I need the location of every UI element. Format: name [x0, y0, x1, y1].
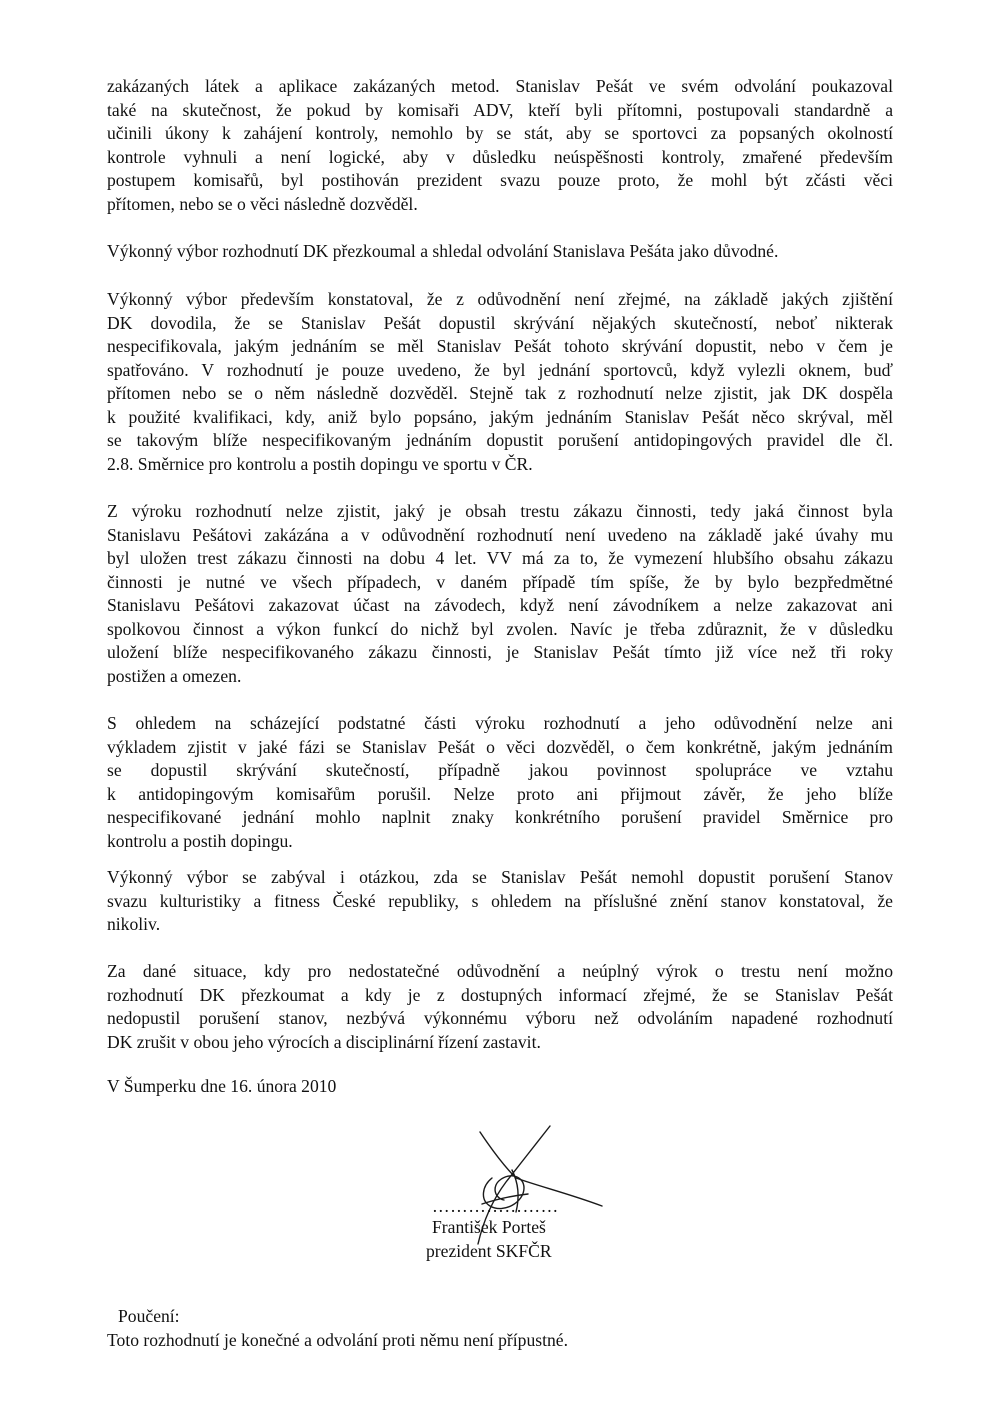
- text-line: spolkovou činnost a výkon funkcí do nichž byl zvolen. Navíc je třeba zdůraznit, že v důsledku: [107, 618, 893, 639]
- text-line: Výkonný výbor především konstatoval, že z odůvodnění není zřejmé, na základě jakých zjištění: [107, 289, 893, 309]
- signature-dots: …………………: [432, 1196, 559, 1216]
- text-line: S ohledem na scházející podstatné části výroku rozhodnutí a jeho odůvodnění nelze ani: [107, 713, 893, 733]
- paragraph-committee-findings: [107, 288, 893, 476]
- text-line: Za dané situace, kdy pro nedostatečné odůvodnění a neúplný výrok o trestu není možno: [107, 961, 893, 981]
- text-line: Stanislavu Pešátovi zakázána a v odůvodnění rozhodnutí není uvedeno na základě jaké úvahy mu: [107, 524, 893, 545]
- text-line: postupem komisařů, byl postihován prezident svazu pouze proto, že mohl být zčásti věci: [107, 170, 893, 190]
- text-line: uložení blíže nespecifikovaného zákazu činnosti, je Stanislav Pešát tímto již více než tři roky: [107, 642, 893, 662]
- text-line: rozhodnutí DK přezkoumat a kdy je z dostupných informací zřejmé, že se Stanislav Pešát: [107, 984, 893, 1005]
- text-line: k použité kvalifikaci, kdy, aniž bylo popsáno, jakým jednáním Stanislav Pešát něco skrýval, měl: [107, 406, 893, 427]
- text-line: činnosti je nutné ve všech případech, v daném případě tím spíše, že by bylo bezpředmětné: [107, 571, 893, 592]
- text-line: Výkonný výbor se zabýval i otázkou, zda se Stanislav Pešát nemohl dopustit porušení Stanov: [107, 867, 893, 887]
- text-line: nedopustil porušení stanov, nezbývá výkonnému výboru než odvoláním napadené rozhodnutí: [107, 1008, 893, 1028]
- signatory-name: František Porteš: [432, 1217, 546, 1237]
- text-line: DK dovodila, že se Stanislav Pešát dopustil skrývání nějakých skutečností, neboť nikterak: [107, 312, 893, 333]
- text-line: také na skutečnost, že pokud by komisaři ADV, kteří byli přítomni, postupovali standardně a: [107, 99, 893, 120]
- text-line: k antidopingovým komisařům porušil. Nelze proto ani přijmout závěr, že jeho blíže: [107, 783, 893, 804]
- text-line: výkladem zjistit v jaké fázi se Stanislav Pešát o věci dozvěděl, o čem konkrétně, jakým jednáním: [107, 736, 893, 757]
- text-line: přítomen, nebo se o věci následně dozvěděl.: [107, 193, 418, 214]
- text-line: zakázaných látek a aplikace zakázaných metod. Stanislav Pešát ve svém odvolání poukazoval: [107, 76, 893, 96]
- paragraph-ban-content: [107, 500, 893, 688]
- notice-heading: Poučení:: [118, 1306, 180, 1326]
- text-line: 2.8. Směrnice pro kontrolu a postih dopingu ve sportu v ČR.: [107, 453, 533, 474]
- signatory-title: prezident SKFČR: [426, 1241, 552, 1261]
- paragraph-missing-parts: [107, 712, 893, 853]
- text-line: byl uložen trest zákazu činnosti na dobu 4 let. VV má za to, že vymezení hlubšího obsahu zákazu: [107, 548, 893, 568]
- text-line: kontrole vyhnuli a není logické, aby v důsledku neúspěšnosti kontroly, zmařené především: [107, 146, 893, 167]
- text-line: nikoliv.: [107, 914, 161, 934]
- text-line: svazu kulturistiky a fitness České republiky, s ohledem na příslušné znění stanov konstatoval, že: [107, 890, 893, 911]
- notice-text: Toto rozhodnutí je konečné a odvolání proti němu není přípustné.: [107, 1330, 568, 1350]
- text-line: nespecifikovala, jakým jednáním se měl Stanislav Pešát tohoto skrývání dopustit, nebo v čem je: [107, 336, 893, 356]
- text-line: Z výroku rozhodnutí nelze zjistit, jaký je obsah trestu zákazu činnosti, tedy jaká činnost byla: [107, 501, 893, 521]
- text-line: nespecifikované jednání mohlo naplnit znaky konkrétního porušení pravidel Směrnice pro: [107, 807, 893, 827]
- text-line: Stanislavu Pešátovi zakazovat účast na závodech, když není závodníkem a nelze zakazovat ani: [107, 595, 893, 615]
- date-line: V Šumperku dne 16. února 2010: [107, 1076, 337, 1096]
- text-line: DK zrušit v obou jeho výrocích a disciplinární řízení zastavit.: [107, 1031, 541, 1052]
- paragraph-appeal-argument: [107, 75, 893, 216]
- signature-block: [420, 1120, 620, 1260]
- text-line: postižen a omezen.: [107, 665, 242, 686]
- text-line: se dopustil skrývání skutečností, případně jakou povinnost spolupráce ve vztahu: [107, 760, 893, 780]
- text-line: kontrolu a postih dopingu.: [107, 830, 293, 851]
- paragraph-statutes: [107, 866, 893, 937]
- text-line: se takovým blíže nespecifikovaným jednáním dopustit porušení antidopingových pravidel dle čl.: [107, 430, 893, 450]
- paragraph-decision: [107, 960, 893, 1054]
- text-line: přítomen nebo se o něm následně dozvěděl. Stejně tak z rozhodnutí nelze zjistit, jak DK dospěla: [107, 383, 893, 403]
- text-line: spatřováno. V rozhodnutí je pouze uvedeno, že byl jednání sportovců, když vylezli oknem, buď: [107, 359, 893, 380]
- paragraph-review-result: [107, 240, 893, 264]
- text-line: učinili úkony k zahájení kontroly, nemohlo by se stát, aby se sportovci za popsaných okolností: [107, 123, 893, 143]
- text-line: Výkonný výbor rozhodnutí DK přezkoumal a shledal odvolání Stanislava Pešáta jako důvodné.: [107, 241, 779, 261]
